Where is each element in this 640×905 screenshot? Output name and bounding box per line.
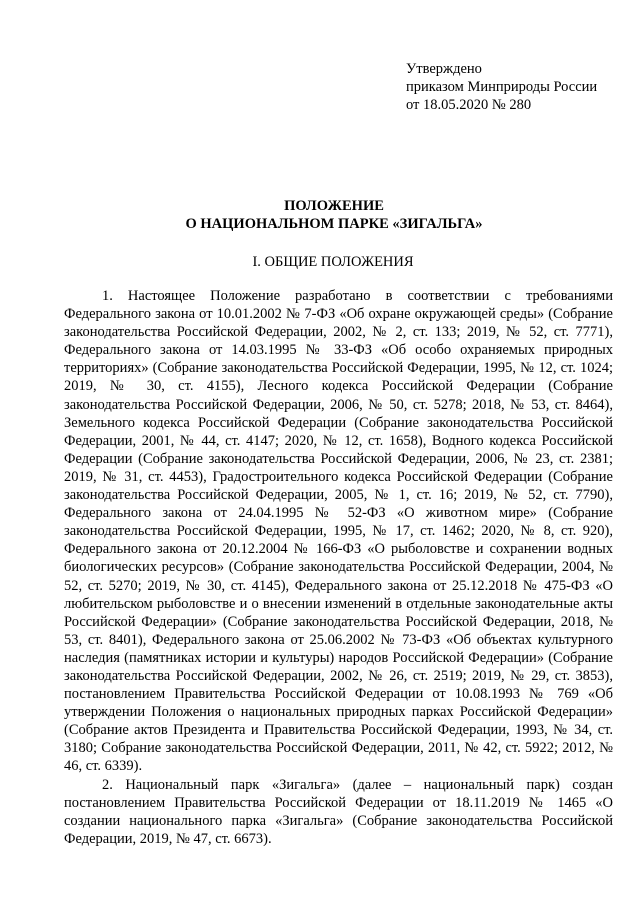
document-title <box>0 197 640 233</box>
section-heading-text: I. ОБЩИЕ ПОЛОЖЕНИЯ <box>252 254 414 270</box>
document-body <box>64 287 613 848</box>
approval-stamp <box>406 60 597 114</box>
paragraph-1: 1. Настоящее Положение разработано в соответствии с требованиями Федерального закона от 10.01.2002 № 7-ФЗ «Об охране окружающей среды» (Собрание законодательства Российской Федерации, 2002, № 2, ст. 133; 2019, № 52, ст. 7771), Федерального закона от 14.03.1995 № 33-ФЗ «Об особо охраняемых природных территориях» (Собрание законодательства Российской Федерации, 1995, № 12, ст. 1024; 2019, № 30, ст. 4155), Лесного кодекса Российской Федерации (Собрание законодательства Российской Федерации, 2006, № 50, ст. 5278; 2018, № 53, ст. 8464), Земельного кодекса Российской Федерации (Собрание законодательства Российской Федерации, 2001, № 44, ст. 4147; 2020, № 12, ст. 1658), Водного кодекса Российской Федерации (Собрание законодательства Российской Федерации, 2006, № 23, ст. 2381; 2019, № 31, ст. 4453), Градостроительного кодекса Российской Федерации (Собрание законодательства Российской Федерации, 2005, № 1, ст. 16; 2019, № 52, ст. 7790), Федерального закона от 24.04.1995 № 52-ФЗ «О животном мире» (Собрание законодательства Российской Федерации, 1995, № 17, ст. 1462; 2020, № 8, ст. 920), Федерального закона от 20.12.2004 № 166-ФЗ «О рыболовстве и сохранении водных биологических ресурсов» (Собрание законодательства Российской Федерации, 2004, № 52, ст. 5270; 2019, № 30, ст. 4145), Федерального закона от 25.12.2018 № 475-ФЗ «О любительском рыболовстве и о внесении изменений в отдельные законодательные акты Российской Федерации» (Собрание законодательства Российской Федерации, 2018, № 53, ст. 8401), Федерального закона от 25.06.2002 № 73-ФЗ «Об объектах культурного наследия (памятниках истории и культуры) народов Российской Федерации» (Собрание законодательства Российской Федерации, 2002, № 26, ст. 2519; 2019, № 29, ст. 3853), постановлением Правительства Российской Федерации от 10.08.1993 № 769 «Об утверждении Положения о национальных природных парках Российской Федерации» (Собрание актов Президента и Правительства Российской Федерации, 1993, № 34, ст. 3180; Собрание законодательства Российской Федерации, 2011, № 42, ст. 5922; 2012, № 46, ст. 6339). <box>64 288 613 775</box>
title-line-2: О НАЦИОНАЛЬНОМ ПАРКЕ «ЗИГАЛЬГА» <box>185 216 483 232</box>
approval-line-3: от 18.05.2020 № 280 <box>406 97 532 113</box>
approval-line-1: Утверждено <box>406 61 482 77</box>
paragraph-2: 2. Национальный парк «Зигальга» (далее – национальный парк) создан постановлением Правительства Российской Федерации от 18.11.2019 № 1465 «О создании национального парка «Зигальга» (Собрание законодательства Российской Федерации, 2019, № 47, ст. 6673). <box>64 776 613 847</box>
title-line-1: ПОЛОЖЕНИЕ <box>284 198 384 214</box>
approval-line-2: приказом Минприроды России <box>406 79 598 95</box>
section-heading <box>0 253 640 271</box>
